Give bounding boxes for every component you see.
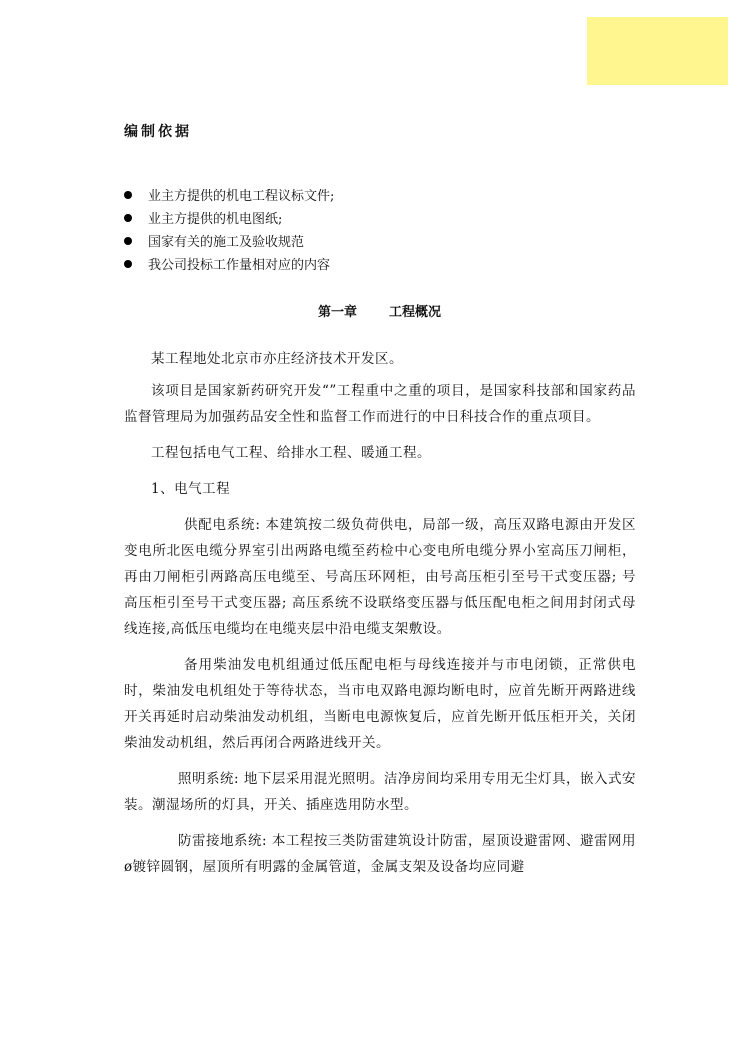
paragraph-project: 该项目是国家新药研究开发“”工程重中之重的项目，是国家科技部和国家药品监督管理局为加强药品安全性和监督工作而进行的中日科技合作的重点项目。 bbox=[124, 383, 636, 425]
paragraph-power-supply: 供配电系统: 本建筑按二级负荷供电，局部一级，高压双路电源由开发区变电所北医电缆分界室引出两路电缆至药检中心变电所电缆分界小室高压刀闸柜，再由刀闸柜引两路高压电缆至、号高压环网柜，由号高压柜引至号干式变压器; 号高压柜引至号干式变压器; 高压系统不设联络变压器与低压配电柜之间用封闭式母线连接,高低压电缆均在电缆夹层中沿电缆支架敷设。 bbox=[124, 517, 636, 637]
bullet-dot-icon bbox=[124, 214, 132, 222]
chapter-name: 工程概况 bbox=[389, 305, 442, 320]
section-heading-electrical: 1、电气工程 bbox=[151, 481, 231, 497]
list-item bbox=[124, 208, 334, 231]
paragraph-lighting: 照明系统: 地下层采用混光照明。洁净房间均采用专用无尘灯具，嵌入式安装。潮湿场所的灯具，开关、插座选用防水型。 bbox=[124, 771, 636, 813]
chapter-number: 第一章 bbox=[318, 305, 358, 320]
yellow-sticky-note bbox=[587, 17, 728, 85]
list-item-text: 国家有关的施工及验收规范 bbox=[148, 235, 305, 250]
bullet-dot-icon bbox=[124, 260, 132, 268]
paragraph-lightning-protection: 防雷接地系统: 本工程按三类防雷建筑设计防雷，屋顶设避雷网、避雷网用ø镀锌圆钢，屋顶所有明露的金属管道，金属支架及设备均应同避 bbox=[124, 833, 636, 875]
paragraph-generator: 备用柴油发电机组通过低压配电柜与母线连接并与市电闭锁，正常供电时，柴油发电机组处于等待状态，当市电双路电源均断电时，应首先断开两路进线开关再延时启动柴油发动机组，当断电电源恢复后，应首先断开低压柜开关，关闭柴油发动机组，然后再闭合两路进线开关。 bbox=[124, 657, 636, 751]
list-item-text: 我公司投标工作量相对应的内容 bbox=[148, 258, 331, 273]
list-item-text: 业主方提供的机电工程议标文件; bbox=[148, 189, 335, 204]
list-item bbox=[124, 254, 334, 277]
basis-list bbox=[124, 185, 334, 277]
bullet-dot-icon bbox=[124, 191, 132, 199]
list-item-text: 业主方提供的机电图纸; bbox=[148, 212, 283, 227]
document-heading: 编制依据 bbox=[124, 124, 192, 140]
list-item bbox=[124, 185, 334, 208]
bullet-dot-icon bbox=[124, 237, 132, 245]
chapter-body bbox=[124, 346, 636, 880]
chapter-title bbox=[318, 301, 441, 320]
list-item bbox=[124, 231, 334, 254]
paragraph-scope: 工程包括电气工程、给排水工程、暖通工程。 bbox=[151, 445, 431, 461]
paragraph-location: 某工程地处北京市亦庄经济技术开发区。 bbox=[151, 351, 403, 367]
